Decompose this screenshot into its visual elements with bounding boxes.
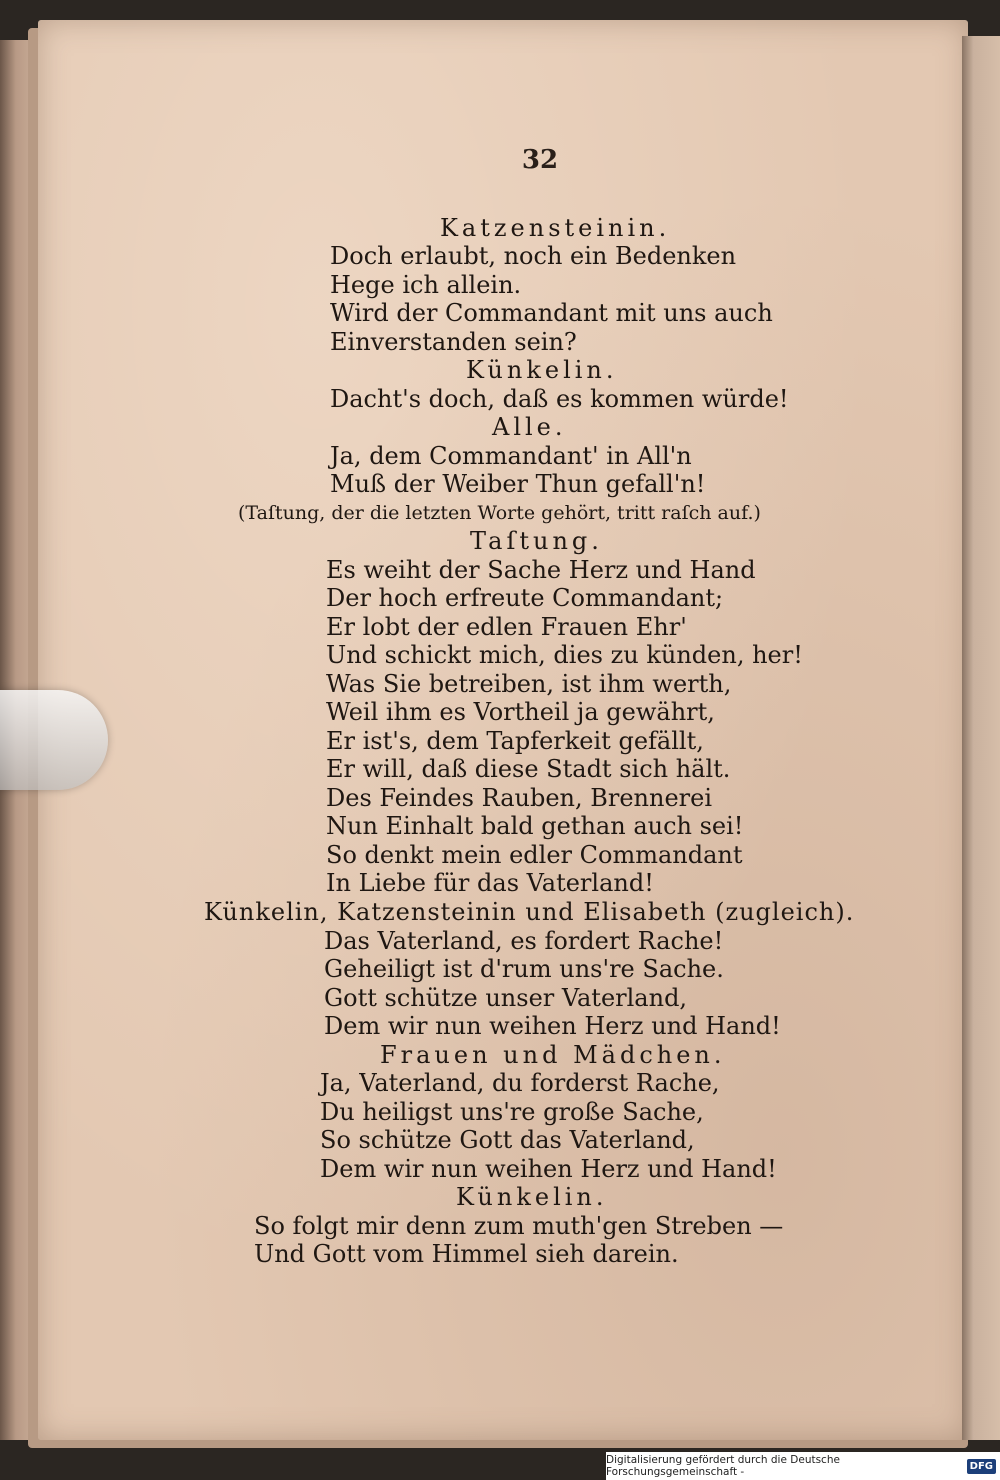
text-line: Gott schütze unser Vaterland,: [324, 984, 688, 1012]
text-line: Du heiligst uns're große Sache,: [320, 1098, 704, 1126]
speaker-heading: Frauen und Mädchen.: [380, 1041, 726, 1069]
text-line: Des Feindes Rauben, Brennerei: [326, 784, 713, 812]
dfg-logo: DFG: [967, 1459, 996, 1474]
text-line: So schütze Gott das Vaterland,: [320, 1126, 695, 1154]
text-line: Einverstanden sein?: [330, 328, 577, 356]
text-line: Der hoch erfreute Commandant;: [326, 584, 724, 612]
text-line: Ja, dem Commandant' in All'n: [330, 442, 692, 470]
text-line: Wird der Commandant mit uns auch: [330, 299, 773, 327]
text-line: Was Sie betreiben, ist ihm werth,: [326, 670, 732, 698]
text-line: Dem wir nun weihen Herz und Hand!: [324, 1012, 781, 1040]
stage-direction: (Taſtung, der die letzten Worte gehört, tritt raſch auf.): [238, 502, 761, 524]
text-line: Das Vaterland, es fordert Rache!: [324, 927, 724, 955]
text-line: Er ist's, dem Tapferkeit gefällt,: [326, 727, 704, 755]
footer-text: Digitalisierung gefördert durch die Deutsche Forschungsgemeinschaft -: [606, 1454, 840, 1478]
text-line: Doch erlaubt, noch ein Bedenken: [330, 242, 737, 270]
text-line: Dacht's doch, daß es kommen würde!: [330, 385, 789, 413]
text-line: Und Gott vom Himmel sieh darein.: [254, 1240, 679, 1268]
text-line: In Liebe für das Vaterland!: [326, 869, 654, 897]
text-line: So denkt mein edler Commandant: [326, 841, 743, 869]
text-line: Nun Einhalt bald gethan auch sei!: [326, 812, 744, 840]
text-line: Ja, Vaterland, du forderst Rache,: [320, 1069, 720, 1097]
text-line: Er will, daß diese Stadt sich hält.: [326, 755, 731, 783]
text-line: Hege ich allein.: [330, 271, 522, 299]
page-right-edge: [962, 36, 1000, 1440]
page-number: 32: [521, 145, 559, 175]
text-line: So folgt mir denn zum muth'gen Streben —: [254, 1212, 784, 1240]
speaker-heading: Katzensteinin.: [440, 214, 671, 242]
speaker-heading: Alle.: [492, 413, 567, 441]
text-line: Er lobt der edlen Frauen Ehr': [326, 613, 687, 641]
speaker-heading: Künkelin, Katzensteinin und Elisabeth (zugleich).: [204, 898, 855, 926]
text-line: Es weiht der Sache Herz und Hand: [326, 556, 756, 584]
speaker-heading: Taſtung.: [470, 527, 603, 555]
text-line: Weil ihm es Vortheil ja gewährt,: [326, 698, 715, 726]
speaker-heading: Künkelin.: [466, 356, 618, 384]
text-line: Geheiligt ist d'rum uns're Sache.: [324, 955, 724, 983]
speaker-heading: Künkelin.: [456, 1183, 608, 1211]
page-clip: [0, 690, 108, 790]
text-line: Muß der Weiber Thun gefall'n!: [330, 470, 706, 498]
text-line: Und schickt mich, dies zu künden, her!: [326, 641, 803, 669]
text-line: Dem wir nun weihen Herz und Hand!: [320, 1155, 777, 1183]
digitization-footer: [606, 1452, 1000, 1480]
